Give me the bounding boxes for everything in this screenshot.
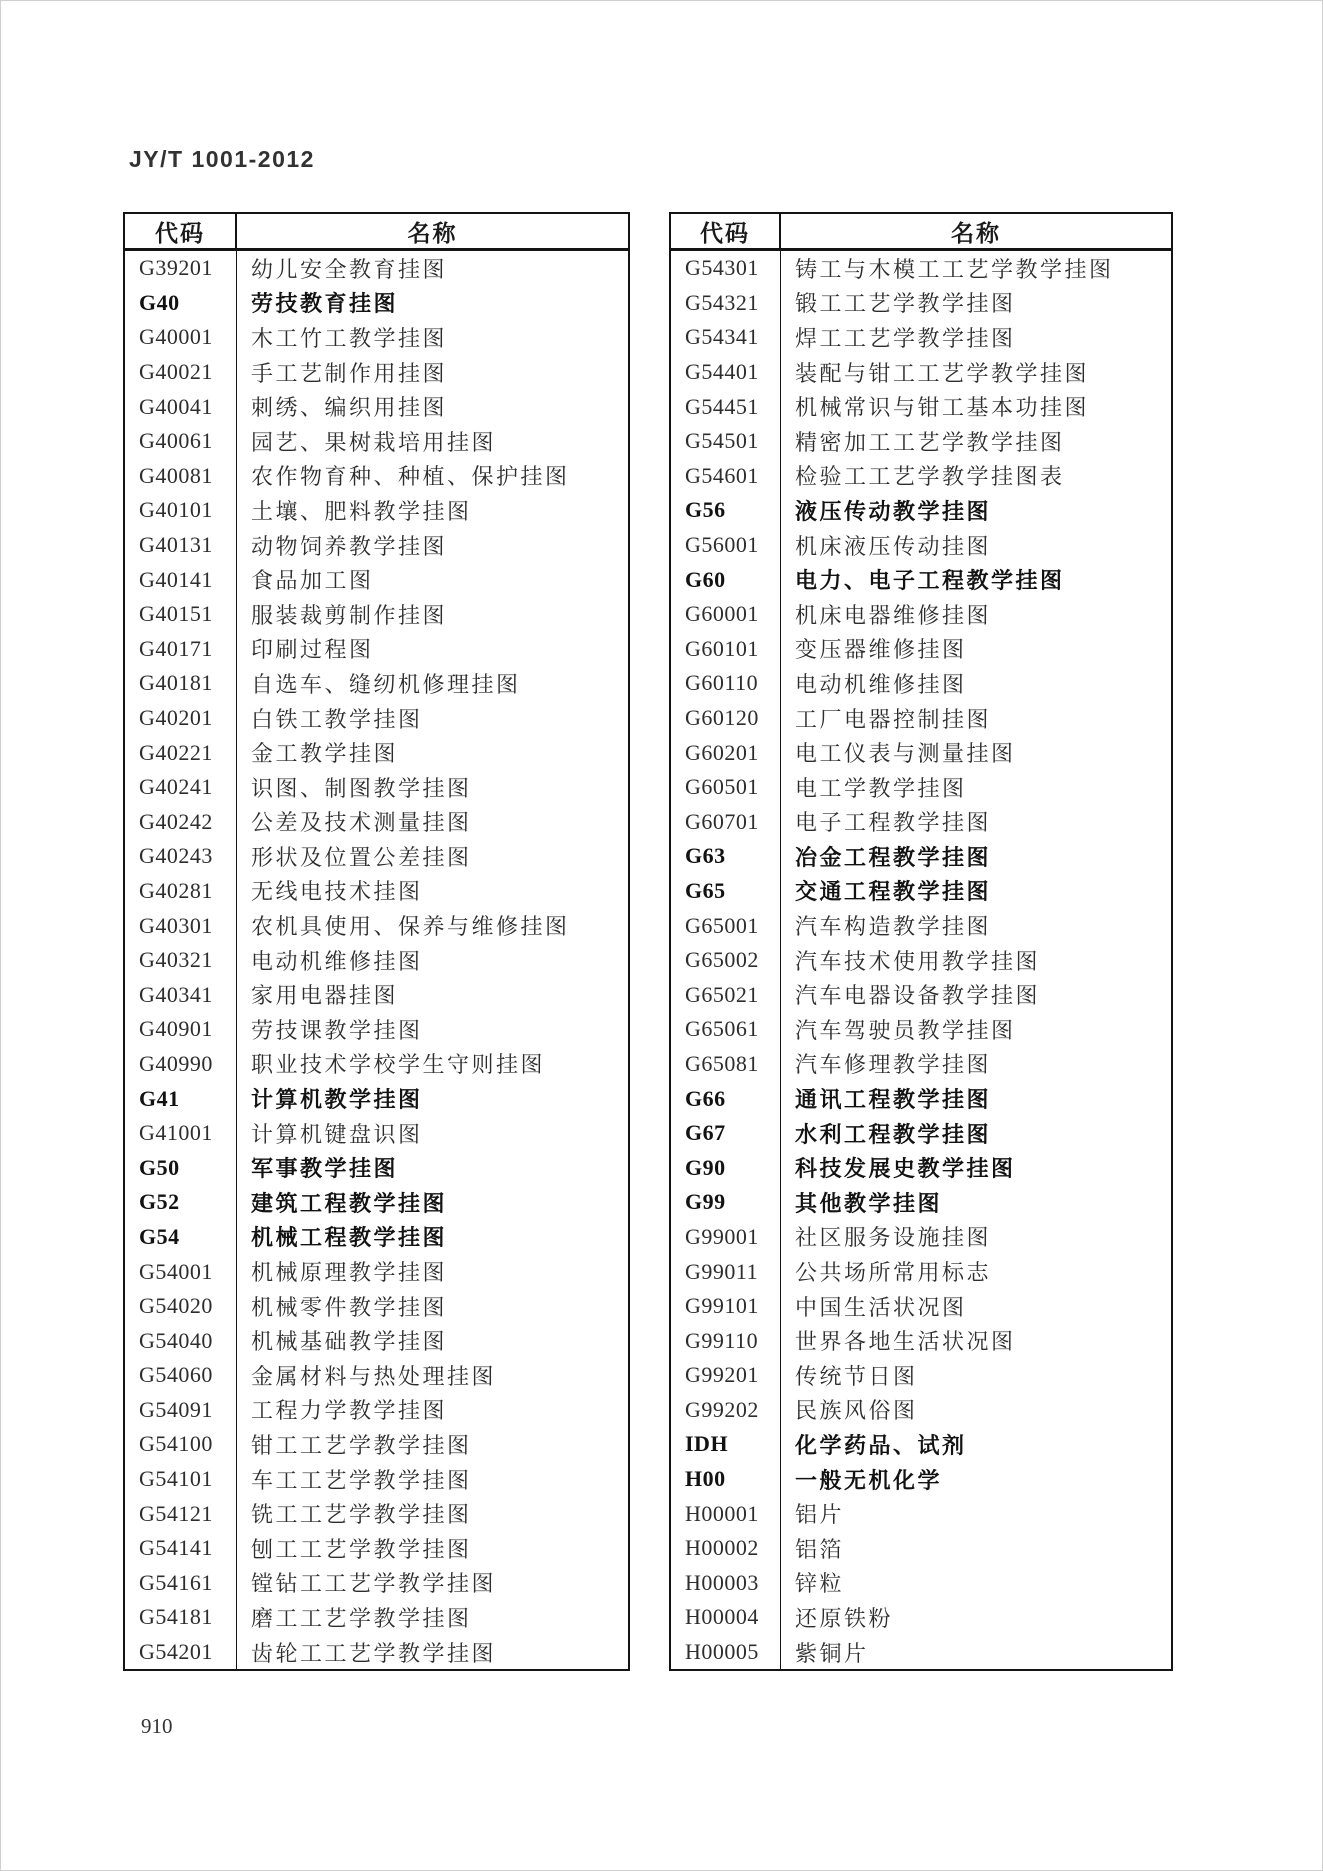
table-header-row: [125, 214, 628, 251]
code-cell: G54451: [671, 389, 781, 424]
code-cell: G66: [671, 1081, 781, 1116]
name-cell: 铝片: [795, 1502, 845, 1528]
table-row: [671, 1496, 1171, 1531]
table-row: [671, 1358, 1171, 1393]
table-row: [125, 1531, 628, 1566]
table-row: [671, 1047, 1171, 1082]
table-row: [671, 1116, 1171, 1151]
code-cell: G40243: [125, 839, 237, 874]
code-cell: G39201: [125, 251, 237, 286]
code-cell: G54501: [671, 424, 781, 459]
code-cell: G54001: [125, 1254, 237, 1289]
name-cell: 刺绣、编织用挂图: [251, 395, 448, 421]
name-cell: 车工工艺学教学挂图: [251, 1467, 472, 1493]
name-cell: 电力、电子工程教学挂图: [795, 568, 1065, 594]
name-cell: 其他教学挂图: [795, 1190, 943, 1216]
table-row: [125, 1150, 628, 1185]
code-cell: G54181: [125, 1600, 237, 1635]
table-row: [671, 1566, 1171, 1601]
code-cell: G40201: [125, 701, 237, 736]
name-cell: 工厂电器控制挂图: [795, 706, 992, 732]
table-row: [125, 1393, 628, 1428]
table-row: [125, 320, 628, 355]
code-cell: G54091: [125, 1393, 237, 1428]
name-cell: 印刷过程图: [251, 637, 374, 663]
code-cell: G60701: [671, 805, 781, 840]
code-cell: G52: [125, 1185, 237, 1220]
table-row: [125, 1566, 628, 1601]
name-cell: 汽车电器设备教学挂图: [795, 983, 1041, 1009]
table-row: [671, 1150, 1171, 1185]
table-row: [125, 735, 628, 770]
name-cell: 变压器维修挂图: [795, 637, 967, 663]
code-cell: G56001: [671, 528, 781, 563]
name-cell: 焊工工艺学教学挂图: [795, 325, 1016, 351]
code-cell: G40171: [125, 632, 237, 667]
name-cell: 铝箔: [795, 1536, 845, 1562]
table-row: [671, 632, 1171, 667]
code-cell: IDH: [671, 1427, 781, 1462]
code-cell: G60501: [671, 770, 781, 805]
code-cell: G60: [671, 562, 781, 597]
code-cell: G54141: [125, 1531, 237, 1566]
code-cell: G54301: [671, 251, 781, 286]
table-row: [125, 1358, 628, 1393]
name-cell: 交通工程教学挂图: [795, 879, 992, 905]
name-cell: 钳工工艺学教学挂图: [251, 1432, 472, 1458]
table-row: [125, 562, 628, 597]
table-row: [671, 528, 1171, 563]
name-cell: 木工竹工教学挂图: [251, 325, 448, 351]
name-cell: 机床液压传动挂图: [795, 533, 992, 559]
table-row: [671, 1081, 1171, 1116]
name-cell: 动物饲养教学挂图: [251, 533, 448, 559]
name-cell: 镗钻工工艺学教学挂图: [251, 1571, 497, 1597]
table-row: [125, 528, 628, 563]
code-cell: G40141: [125, 562, 237, 597]
code-table-left: [123, 212, 630, 1671]
table-row: [671, 874, 1171, 909]
table-row: [125, 805, 628, 840]
code-cell: G40151: [125, 597, 237, 632]
code-cell: G40242: [125, 805, 237, 840]
table-row: [125, 632, 628, 667]
table-row: [125, 666, 628, 701]
code-cell: G60101: [671, 632, 781, 667]
table-row: [671, 424, 1171, 459]
table-row: [671, 320, 1171, 355]
table-row: [671, 977, 1171, 1012]
header-name-label: 名称: [951, 220, 1001, 246]
table-row: [125, 1047, 628, 1082]
code-cell: G40061: [125, 424, 237, 459]
name-cell: 汽车修理教学挂图: [795, 1052, 992, 1078]
name-cell: 电动机维修挂图: [795, 671, 967, 697]
name-cell: 锌粒: [795, 1571, 845, 1597]
table-row: [671, 1393, 1171, 1428]
name-cell: 服装裁剪制作挂图: [251, 602, 448, 628]
code-cell: H00: [671, 1462, 781, 1497]
code-cell: G40101: [125, 493, 237, 528]
code-cell: G40: [125, 286, 237, 321]
table-row: [125, 1289, 628, 1324]
table-row: [125, 1081, 628, 1116]
code-cell: G54020: [125, 1289, 237, 1324]
name-cell: 世界各地生活状况图: [795, 1329, 1016, 1355]
name-cell: 一般无机化学: [795, 1467, 943, 1493]
name-cell: 机械工程教学挂图: [251, 1225, 448, 1251]
name-cell: 液压传动教学挂图: [795, 498, 992, 524]
code-cell: G40281: [125, 874, 237, 909]
table-row: [671, 562, 1171, 597]
code-cell: G40221: [125, 735, 237, 770]
code-cell: G60110: [671, 666, 781, 701]
code-cell: G99011: [671, 1254, 781, 1289]
table-row: [671, 735, 1171, 770]
name-cell: 铣工工艺学教学挂图: [251, 1502, 472, 1528]
table-row: [671, 805, 1171, 840]
name-cell: 农机具使用、保养与维修挂图: [251, 914, 570, 940]
code-cell: G40341: [125, 977, 237, 1012]
doc-number: JY/T 1001-2012: [129, 146, 315, 172]
table-row: [125, 770, 628, 805]
table-row: [671, 1427, 1171, 1462]
code-cell: G41: [125, 1081, 237, 1116]
name-cell: 机械原理教学挂图: [251, 1260, 448, 1286]
table-row: [125, 977, 628, 1012]
name-cell: 白铁工教学挂图: [251, 706, 423, 732]
code-cell: G40001: [125, 320, 237, 355]
table-row: [125, 493, 628, 528]
name-cell: 手工艺制作用挂图: [251, 360, 448, 386]
code-cell: G60201: [671, 735, 781, 770]
name-cell: 精密加工工艺学教学挂图: [795, 429, 1065, 455]
table-row: [671, 1220, 1171, 1255]
code-cell: G54341: [671, 320, 781, 355]
code-cell: G40241: [125, 770, 237, 805]
code-cell: G65001: [671, 908, 781, 943]
name-cell: 电工学教学挂图: [795, 775, 967, 801]
page-number: 910: [141, 1714, 173, 1738]
header-code-label: 代码: [671, 214, 781, 248]
table-row: [125, 1600, 628, 1635]
name-cell: 汽车技术使用教学挂图: [795, 948, 1041, 974]
table-row: [671, 389, 1171, 424]
name-cell: 机床电器维修挂图: [795, 602, 992, 628]
table-row: [125, 1220, 628, 1255]
name-cell: 无线电技术挂图: [251, 879, 423, 905]
code-cell: H00001: [671, 1496, 781, 1531]
code-cell: G65021: [671, 977, 781, 1012]
table-row: [125, 943, 628, 978]
header-code-label: 代码: [125, 214, 237, 248]
table-row: [671, 355, 1171, 390]
name-cell: 工程力学教学挂图: [251, 1398, 448, 1424]
table-header-row: [671, 214, 1171, 251]
code-cell: G60120: [671, 701, 781, 736]
code-cell: G40181: [125, 666, 237, 701]
code-cell: G54201: [125, 1635, 237, 1670]
name-cell: 识图、制图教学挂图: [251, 775, 472, 801]
code-cell: G54161: [125, 1566, 237, 1601]
table-row: [671, 286, 1171, 321]
code-cell: G40131: [125, 528, 237, 563]
table-row: [125, 424, 628, 459]
code-cell: G65061: [671, 1012, 781, 1047]
name-cell: 中国生活状况图: [795, 1294, 967, 1320]
table-row: [125, 597, 628, 632]
code-cell: G99001: [671, 1220, 781, 1255]
name-cell: 职业技术学校学生守则挂图: [251, 1052, 546, 1078]
name-cell: 科技发展史教学挂图: [795, 1156, 1016, 1182]
name-cell: 自选车、缝纫机修理挂图: [251, 671, 521, 697]
table-row: [125, 1427, 628, 1462]
table-row: [125, 355, 628, 390]
code-cell: G40041: [125, 389, 237, 424]
table-row: [125, 1635, 628, 1670]
code-cell: G99201: [671, 1358, 781, 1393]
name-cell: 机械基础教学挂图: [251, 1329, 448, 1355]
code-cell: G99202: [671, 1393, 781, 1428]
name-cell: 社区服务设施挂图: [795, 1225, 992, 1251]
name-cell: 食品加工图: [251, 568, 374, 594]
name-cell: 汽车驾驶员教学挂图: [795, 1017, 1016, 1043]
code-cell: G65: [671, 874, 781, 909]
code-cell: G54401: [671, 355, 781, 390]
code-cell: G67: [671, 1116, 781, 1151]
name-cell: 电子工程教学挂图: [795, 810, 992, 836]
code-cell: G54101: [125, 1462, 237, 1497]
code-cell: G99101: [671, 1289, 781, 1324]
table-row: [125, 1012, 628, 1047]
table-row: [671, 1600, 1171, 1635]
code-table-right: [669, 212, 1173, 1671]
name-cell: 磨工工艺学教学挂图: [251, 1605, 472, 1631]
table-row: [125, 908, 628, 943]
name-cell: 金工教学挂图: [251, 741, 399, 767]
table-body: [671, 251, 1171, 1669]
name-cell: 劳技教育挂图: [251, 291, 399, 317]
name-cell: 计算机键盘识图: [251, 1121, 423, 1147]
code-cell: G54121: [125, 1496, 237, 1531]
name-cell: 土壤、肥料教学挂图: [251, 498, 472, 524]
code-cell: G99110: [671, 1323, 781, 1358]
code-cell: G40901: [125, 1012, 237, 1047]
name-cell: 汽车构造教学挂图: [795, 914, 992, 940]
table-row: [671, 1462, 1171, 1497]
name-cell: 还原铁粉: [795, 1605, 894, 1631]
table-row: [125, 1323, 628, 1358]
code-cell: G54060: [125, 1358, 237, 1393]
code-cell: G60001: [671, 597, 781, 632]
code-cell: G65002: [671, 943, 781, 978]
name-cell: 机械常识与钳工基本功挂图: [795, 395, 1090, 421]
code-cell: G40081: [125, 459, 237, 494]
table-row: [125, 459, 628, 494]
name-cell: 建筑工程教学挂图: [251, 1190, 448, 1216]
table-row: [125, 874, 628, 909]
code-cell: H00005: [671, 1635, 781, 1670]
name-cell: 锻工工艺学教学挂图: [795, 291, 1016, 317]
name-cell: 民族风俗图: [795, 1398, 918, 1424]
table-row: [125, 1254, 628, 1289]
name-cell: 公共场所常用标志: [795, 1260, 992, 1286]
code-cell: G65081: [671, 1047, 781, 1082]
name-cell: 水利工程教学挂图: [795, 1121, 992, 1147]
name-cell: 军事教学挂图: [251, 1156, 399, 1182]
table-row: [671, 1635, 1171, 1670]
code-cell: G40321: [125, 943, 237, 978]
code-cell: G99: [671, 1185, 781, 1220]
table-row: [671, 839, 1171, 874]
name-cell: 家用电器挂图: [251, 983, 399, 1009]
code-cell: G41001: [125, 1116, 237, 1151]
table-row: [125, 839, 628, 874]
table-row: [671, 251, 1171, 286]
code-cell: G40301: [125, 908, 237, 943]
name-cell: 通讯工程教学挂图: [795, 1087, 992, 1113]
table-body: [125, 251, 628, 1669]
table-row: [671, 597, 1171, 632]
name-cell: 计算机教学挂图: [251, 1087, 423, 1113]
table-row: [125, 389, 628, 424]
code-cell: G54040: [125, 1323, 237, 1358]
code-cell: G54321: [671, 286, 781, 321]
table-row: [125, 251, 628, 286]
code-cell: G40021: [125, 355, 237, 390]
table-row: [125, 286, 628, 321]
code-cell: G40990: [125, 1047, 237, 1082]
name-cell: 齿轮工工艺学教学挂图: [251, 1640, 497, 1666]
table-row: [671, 943, 1171, 978]
name-cell: 园艺、果树栽培用挂图: [251, 429, 497, 455]
code-cell: H00002: [671, 1531, 781, 1566]
name-cell: 电动机维修挂图: [251, 948, 423, 974]
code-cell: H00003: [671, 1566, 781, 1601]
name-cell: 冶金工程教学挂图: [795, 844, 992, 870]
table-row: [125, 1185, 628, 1220]
name-cell: 铸工与木模工工艺学教学挂图: [795, 256, 1114, 282]
table-row: [671, 493, 1171, 528]
name-cell: 金属材料与热处理挂图: [251, 1363, 497, 1389]
table-row: [671, 666, 1171, 701]
name-cell: 装配与钳工工艺学教学挂图: [795, 360, 1090, 386]
table-row: [671, 1289, 1171, 1324]
code-cell: G56: [671, 493, 781, 528]
table-row: [125, 1496, 628, 1531]
code-cell: G63: [671, 839, 781, 874]
code-cell: G54: [125, 1220, 237, 1255]
header-name-label: 名称: [407, 220, 458, 246]
name-cell: 化学药品、试剂: [795, 1432, 967, 1458]
code-cell: G90: [671, 1150, 781, 1185]
name-cell: 农作物育种、种植、保护挂图: [251, 464, 570, 490]
name-cell: 劳技课教学挂图: [251, 1017, 423, 1043]
name-cell: 紫铜片: [795, 1640, 869, 1666]
name-cell: 电工仪表与测量挂图: [795, 741, 1016, 767]
table-row: [125, 701, 628, 736]
name-cell: 幼儿安全教育挂图: [251, 256, 448, 282]
table-row: [671, 1531, 1171, 1566]
table-row: [671, 908, 1171, 943]
name-cell: 公差及技术测量挂图: [251, 810, 472, 836]
code-cell: H00004: [671, 1600, 781, 1635]
name-cell: 形状及位置公差挂图: [251, 844, 472, 870]
code-cell: G54601: [671, 459, 781, 494]
table-row: [671, 770, 1171, 805]
table-row: [125, 1462, 628, 1497]
code-cell: G54100: [125, 1427, 237, 1462]
name-cell: 机械零件教学挂图: [251, 1294, 448, 1320]
table-row: [671, 1012, 1171, 1047]
table-row: [671, 1323, 1171, 1358]
name-cell: 传统节日图: [795, 1363, 918, 1389]
name-cell: 检验工工艺学教学挂图表: [795, 464, 1065, 490]
table-row: [125, 1116, 628, 1151]
code-cell: G50: [125, 1150, 237, 1185]
table-row: [671, 1185, 1171, 1220]
table-row: [671, 1254, 1171, 1289]
table-row: [671, 701, 1171, 736]
name-cell: 刨工工艺学教学挂图: [251, 1536, 472, 1562]
table-row: [671, 459, 1171, 494]
